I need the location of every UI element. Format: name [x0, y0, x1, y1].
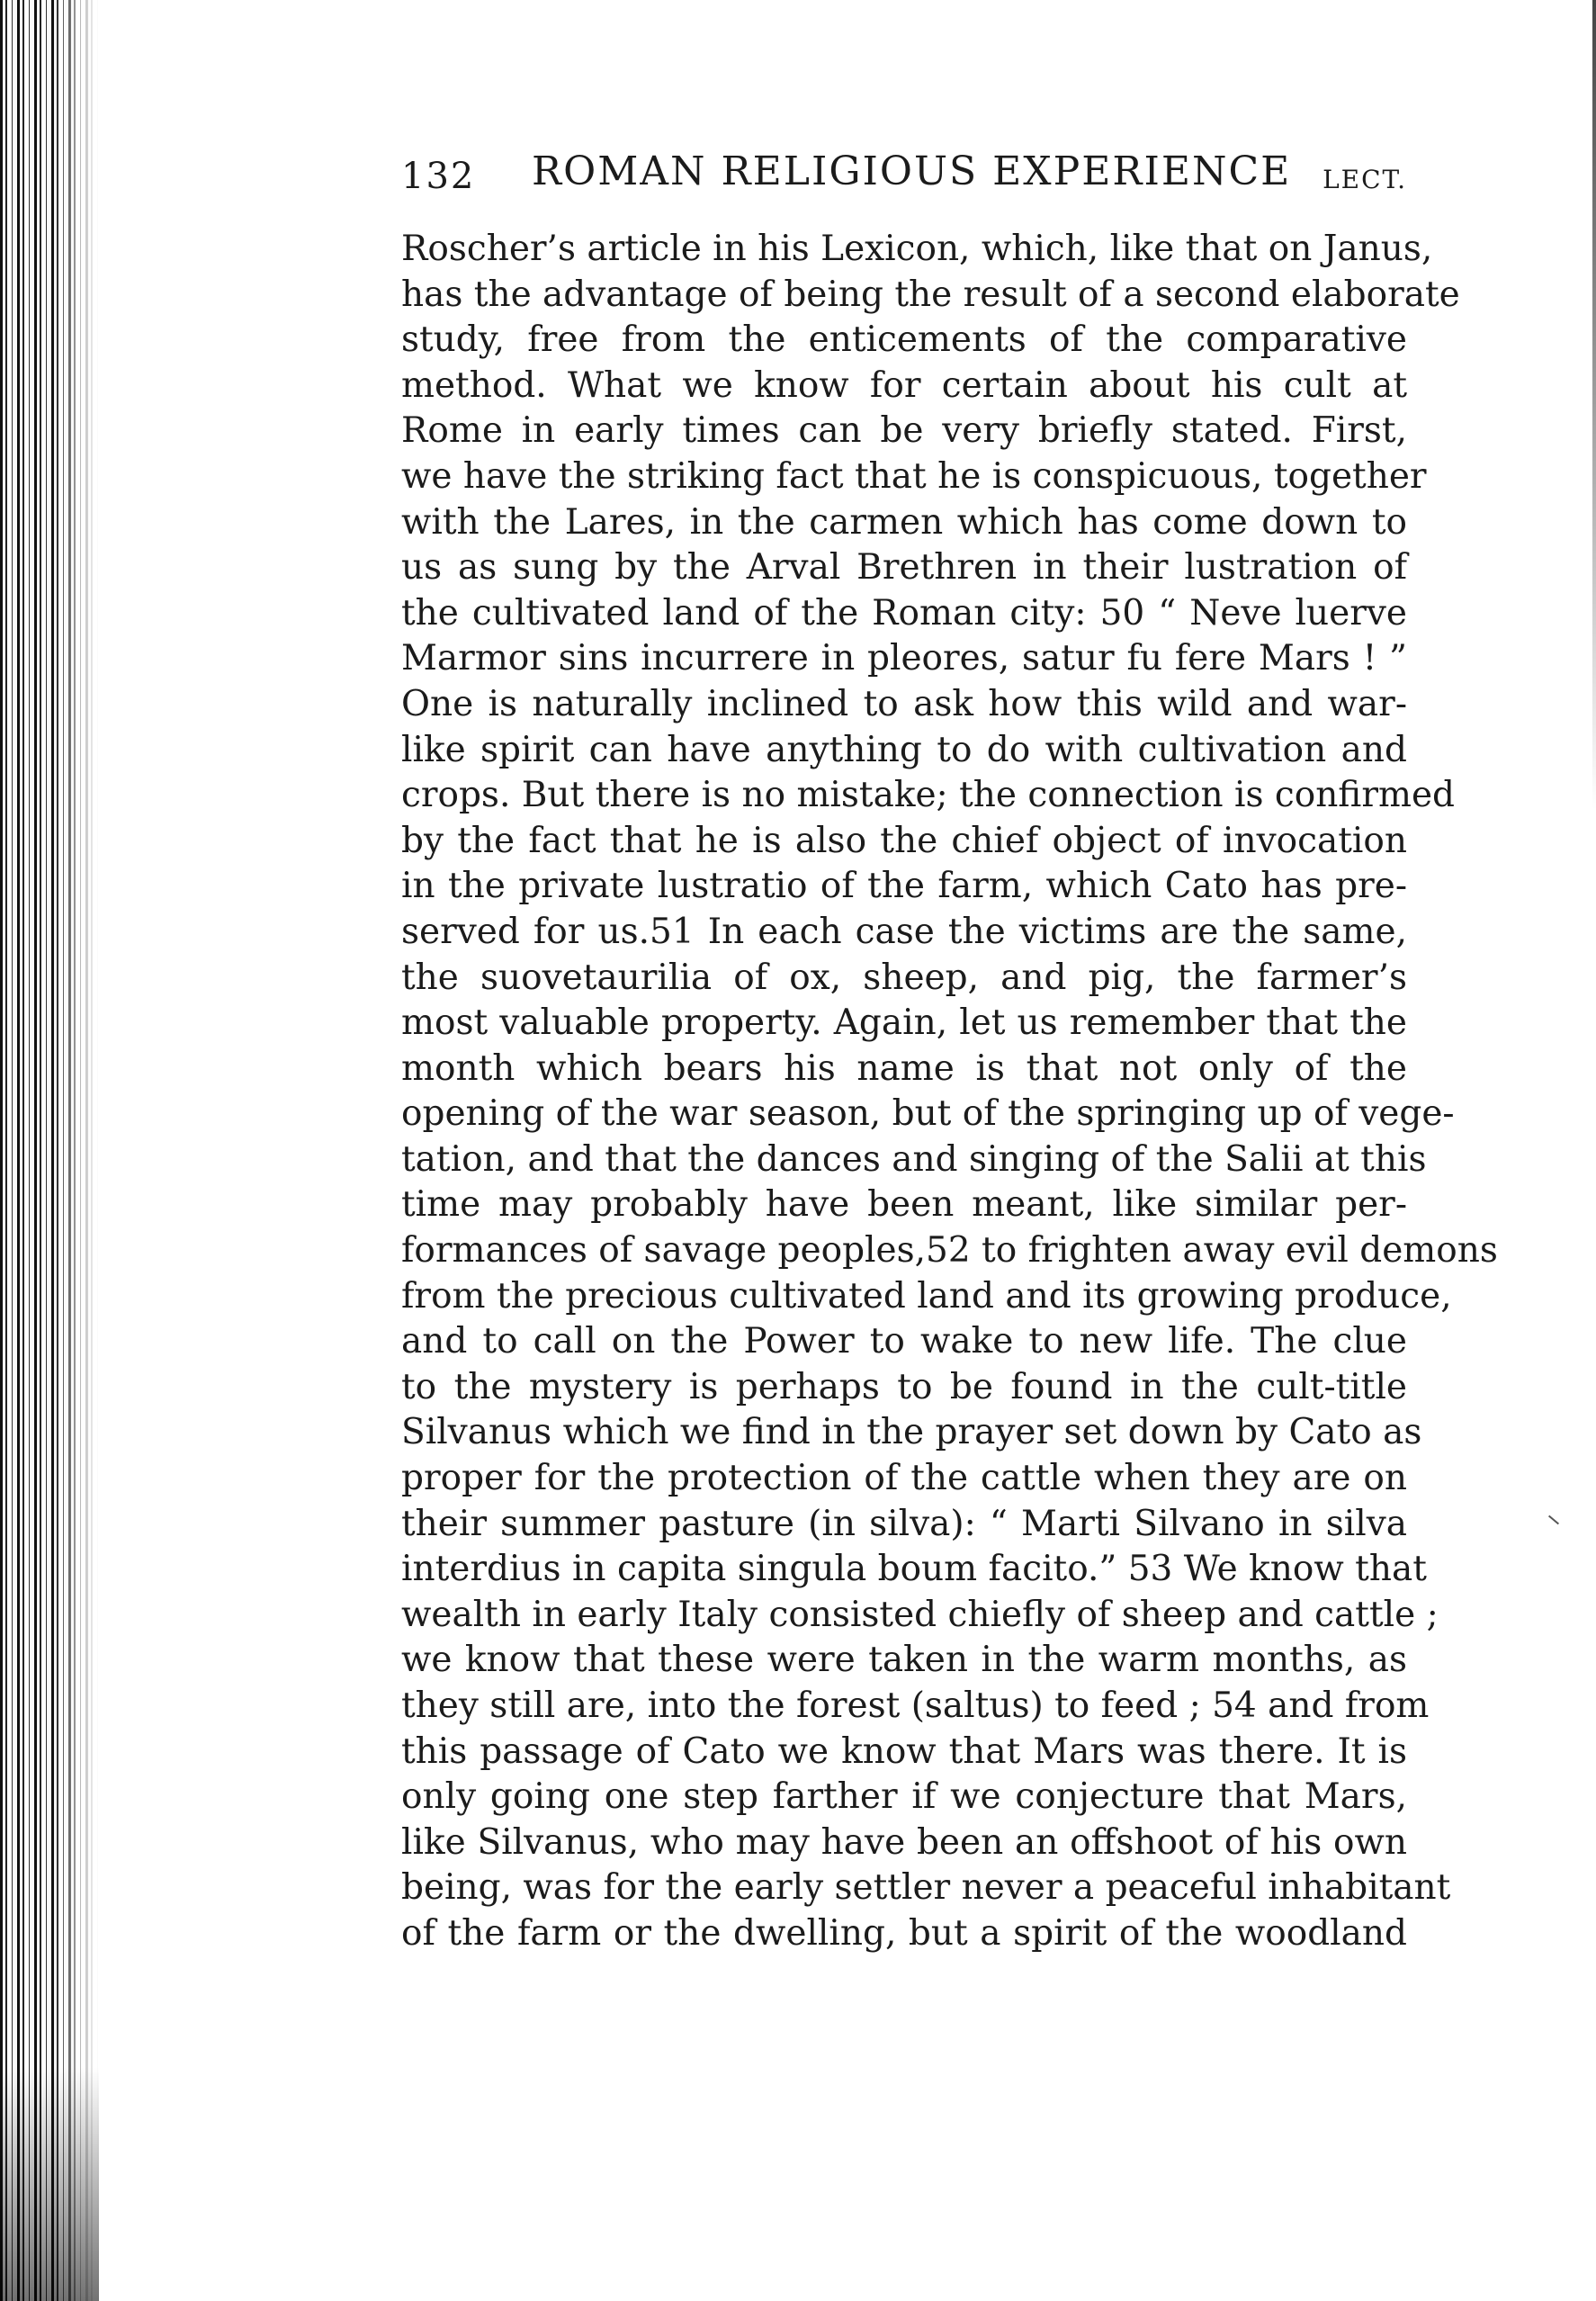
text-line: method. What we know for certain about his cult at: [401, 364, 1407, 406]
text-line: Marmor sins incurrere in pleores, satur fu fere Mars ! ”: [401, 638, 1407, 679]
text-line: interdius in capita singula boum facito.” 53 We know that: [401, 1549, 1427, 1590]
binding-shadow: [0, 2067, 99, 2301]
text-line: Rome in early times can be very briefly stated. First,: [401, 410, 1407, 452]
section-label: LECT.: [1323, 165, 1407, 194]
text-line: to the mystery is perhaps to be found in the cult-title: [401, 1366, 1407, 1407]
text-line: most valuable property. Again, let us remember that the: [401, 1002, 1407, 1044]
text-line: this passage of Cato we know that Mars was there. It is: [401, 1730, 1407, 1772]
text-line: time may probably have been meant, like similar per-: [401, 1184, 1407, 1226]
text-line: the suovetaurilia of ox, sheep, and pig, the farmer’s: [401, 957, 1407, 998]
text-line: study, free from the enticements of the comparative: [401, 319, 1407, 361]
running-header: [401, 148, 1407, 211]
stray-ink-mark: [1548, 1515, 1559, 1525]
text-line: served for us.51 In each case the victims are the same,: [401, 911, 1407, 952]
text-line: and to call on the Power to wake to new life. The clue: [401, 1321, 1407, 1362]
text-line: they still are, into the forest (saltus) to feed ; 54 and from: [401, 1685, 1430, 1726]
text-line: being, was for the early settler never a peaceful inhabitant: [401, 1867, 1451, 1909]
body-text: [401, 227, 1498, 1957]
text-line: us as sung by the Arval Brethren in their lustration of: [401, 547, 1407, 589]
page-edge-shadow: [1592, 0, 1596, 810]
text-line: wealth in early Italy consisted chiefly of sheep and cattle ;: [401, 1594, 1439, 1635]
text-line: only going one step farther if we conjecture that Mars,: [401, 1776, 1407, 1818]
text-line: the cultivated land of the Roman city: 50 “ Neve luerve: [401, 592, 1407, 634]
text-line: from the precious cultivated land and its growing produce,: [401, 1275, 1452, 1317]
text-line: crops. But there is no mistake; the connection is confirmed: [401, 775, 1455, 816]
text-line: tation, and that the dances and singing of the Salii at this: [401, 1138, 1427, 1180]
text-line: formances of savage peoples,52 to frighten away evil demons: [401, 1230, 1498, 1272]
text-line: in the private lustratio of the farm, which Cato has pre-: [401, 866, 1407, 907]
text-line: like spirit can have anything to do with cultivation and: [401, 729, 1407, 770]
text-line: Silvanus which we find in the prayer set down by Cato as: [401, 1412, 1422, 1453]
text-line: has the advantage of being the result of a second elaborate: [401, 274, 1460, 315]
text-line: Roscher’s article in his Lexicon, which, like that on Janus,: [401, 229, 1433, 269]
text-line: of the farm or the dwelling, but a spirit of the woodland: [401, 1912, 1407, 1954]
text-line: we know that these were taken in the warm months, as: [401, 1640, 1407, 1681]
text-line: One is naturally inclined to ask how this wild and war-: [401, 683, 1407, 724]
running-title: ROMAN RELIGIOUS EXPERIENCE: [532, 148, 1292, 194]
text-line: by the fact that he is also the chief object of invocation: [401, 820, 1407, 861]
text-line: their summer pasture (in silva): “ Marti Silvano in silva: [401, 1503, 1407, 1544]
text-line: we have the striking fact that he is conspicuous, together: [401, 455, 1427, 497]
book-binding-gutter: [0, 0, 99, 2301]
text-line: like Silvanus, who may have been an offshoot of his own: [401, 1821, 1407, 1863]
page-number: 132: [401, 156, 476, 197]
text-line: opening of the war season, but of the springing up of vege-: [401, 1093, 1455, 1135]
text-line: proper for the protection of the cattle when they are on: [401, 1458, 1407, 1499]
text-line: month which bears his name is that not only of the: [401, 1047, 1407, 1089]
text-line: with the Lares, in the carmen which has come down to: [401, 501, 1407, 543]
